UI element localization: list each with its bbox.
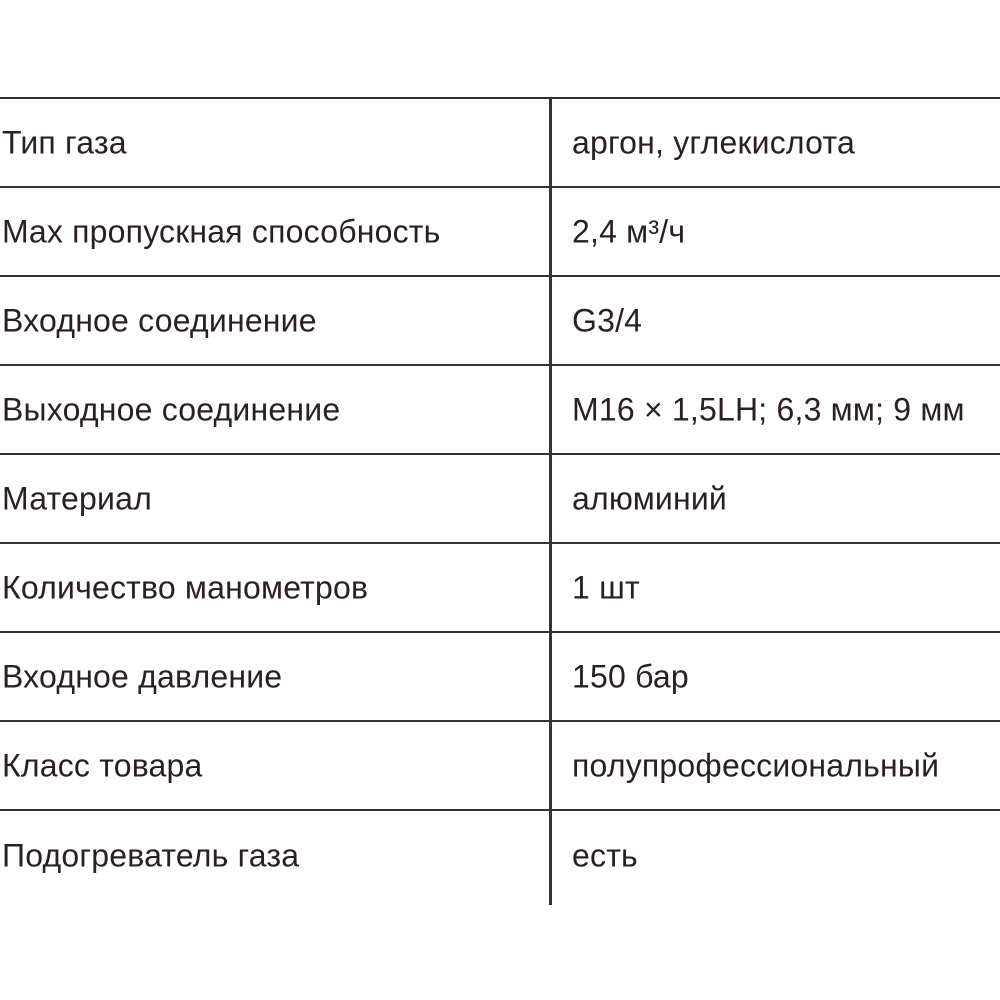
spec-value: аргон, углекислота [572, 124, 855, 160]
spec-value: полупрофессиональный [572, 747, 940, 783]
spec-value: M16 × 1,5LH; 6,3 мм; 9 мм [572, 391, 965, 427]
spec-label: Входное давление [2, 658, 283, 694]
column-divider [549, 97, 552, 905]
spec-row-max-throughput [0, 188, 1000, 277]
spec-value: 2,4 м³/ч [572, 213, 686, 249]
spec-label: Тип газа [2, 124, 127, 160]
spec-value: G3/4 [572, 302, 643, 338]
spec-row-gauge-count [0, 544, 1000, 633]
spec-label: Max пропускная способность [2, 213, 441, 249]
spec-label: Выходное соединение [2, 391, 341, 427]
spec-row-material [0, 455, 1000, 544]
spec-row-gas-heater [0, 811, 1000, 900]
spec-row-inlet-pressure [0, 633, 1000, 722]
spec-value: 150 бар [572, 658, 689, 694]
spec-value: есть [572, 837, 638, 873]
spec-label: Входное соединение [2, 302, 317, 338]
spec-row-inlet-connection [0, 277, 1000, 366]
spec-row-gas-type [0, 97, 1000, 188]
spec-row-outlet-connection [0, 366, 1000, 455]
spec-label: Количество манометров [2, 569, 369, 605]
spec-label: Класс товара [2, 747, 203, 783]
spec-label: Подогреватель газа [2, 837, 300, 873]
spec-label: Материал [2, 480, 152, 516]
spec-table [0, 97, 1000, 900]
spec-value: алюминий [572, 480, 728, 516]
spec-row-product-class [0, 722, 1000, 811]
spec-value: 1 шт [572, 569, 640, 605]
